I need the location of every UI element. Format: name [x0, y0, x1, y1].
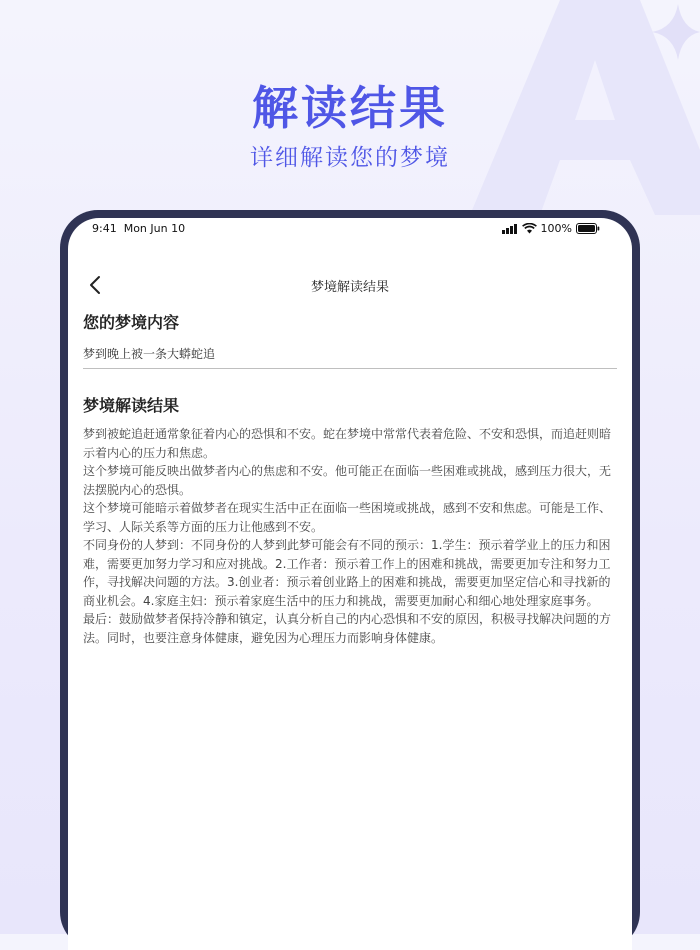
interpretation-title: 梦境解读结果 — [83, 396, 180, 415]
interpretation-paragraph: 不同身份的人梦到：不同身份的人梦到此梦可能会有不同的预示：1.学生：预示着学业上的压力和困难，需要更加努力学习和应对挑战。2.工作者：预示着工作上的困难和挑战，需要更加专注和努力工作，寻找解决问题的方法。3.创业者：预示着创业路上的困难和挑战，需要更加坚定信心和寻找新的商业机会。4.家庭主妇：预示着家庭生活中的压力和挑战，需要更加耐心和细心地处理家庭事务。 — [83, 538, 611, 608]
battery-percent: 100% — [540, 222, 572, 235]
nav-title: 梦境解读结果 — [310, 280, 389, 295]
dream-content-text: 梦到晚上被一条大蟒蛇追 — [83, 347, 216, 361]
interpretation-paragraph: 这个梦境可能反映出做梦者内心的焦虑和不安。他可能正在面临一些困难或挑战，感到压力很大，无法摆脱内心的恐惧。 — [83, 464, 612, 497]
interpretation-paragraph: 梦到被蛇追赶通常象征着内心的恐惧和不安。蛇在梦境中常常代表着危险、不安和恐惧，而追赶则暗示着内心的压力和焦虑。 — [83, 427, 612, 460]
promo-subline: 详细解读您的梦境 — [250, 145, 450, 171]
wifi-icon — [522, 223, 537, 234]
promo-headline: 解读结果 — [252, 81, 448, 135]
status-date: Mon Jun 10 — [123, 222, 186, 235]
status-time: 9:41 — [92, 222, 117, 235]
status-time-date — [92, 222, 185, 235]
battery-icon — [576, 223, 600, 234]
section-divider — [83, 368, 617, 369]
status-indicators — [502, 222, 600, 235]
status-bar — [68, 218, 632, 240]
dream-content-section — [83, 310, 617, 362]
signal-icon — [502, 224, 518, 234]
dream-content-title: 您的梦境内容 — [83, 313, 180, 332]
interpretation-paragraph: 最后：鼓励做梦者保持冷静和镇定，认真分析自己的内心恐惧和不安的原因，积极寻找解决问题的方法。同时，也要注意身体健康，避免因为心理压力而影响身体健康。 — [83, 612, 612, 645]
interpretation-body — [83, 425, 617, 647]
interpretation-section — [83, 393, 617, 647]
app-screen — [68, 218, 632, 950]
interpretation-paragraph: 这个梦境可能暗示着做梦者在现实生活中正在面临一些困境或挑战，感到不安和焦虑。可能是工作、学习、人际关系等方面的压力让他感到不安。 — [83, 501, 612, 534]
tablet-device-frame — [60, 210, 640, 950]
navigation-bar — [68, 266, 632, 300]
